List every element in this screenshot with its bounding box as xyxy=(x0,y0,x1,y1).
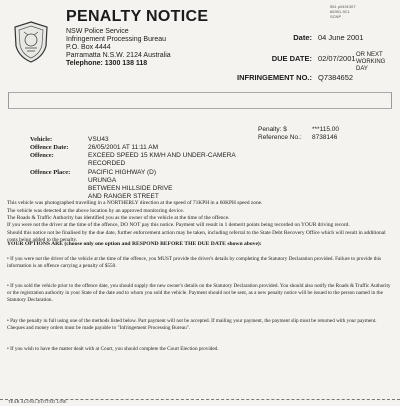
agency-address xyxy=(66,28,171,68)
offence-label: Offence: xyxy=(30,152,54,159)
infringement-value: Q7384652 xyxy=(318,73,354,82)
notice-paragraph-4: If you were not the driver at the time of the offence, DO NOT pay this notice. Payment will result in 1 demerit points being recorded on YOUR driving record. xyxy=(7,222,350,228)
page-title: PENALTY NOTICE xyxy=(66,8,209,25)
agency-po-box: P.O. Box 4444 xyxy=(66,44,111,51)
offence-date-label: Offence Date: xyxy=(30,144,69,151)
offence-value-line-1: EXCEED SPEED 15 KM/H AND UNDER-CAMERA xyxy=(88,152,236,159)
reference-value: 8738146 xyxy=(312,134,338,141)
due-date-value: 02/07/2001 xyxy=(318,54,356,63)
date-label: Date: xyxy=(293,33,312,42)
stamp-line-1: 551 p0491307 xyxy=(330,4,356,9)
agency-phone: Telephone: 1300 138 118 xyxy=(66,60,148,67)
notice-paragraph-1: This vehicle was photographed travelling in a NORTHERLY direction at the speed of 71KPH in a 60KPH speed zone. xyxy=(7,200,263,206)
notice-paragraph-3: The Roads & Traffic Authority has identified you as the owner of the vehicle at the time of the offence. xyxy=(7,215,230,221)
stamp-line-2: 66391-9C1 xyxy=(330,9,350,14)
nsw-police-crest-icon xyxy=(10,20,52,64)
vehicle-value: VSU43 xyxy=(88,136,109,143)
document-id-stamp xyxy=(330,4,392,19)
option-bullet-3: • Pay the penalty in full using one of the methods listed below. Part payment will not be accepted. If mailing your payment, the payment slip must be returned with your payment. Cheques and money orders must be made payable to "Infringement Processing Bureau". xyxy=(7,318,377,331)
offence-place-line-2: URUNGA xyxy=(88,177,117,184)
notice-paragraph-2: The vehicle was detected at the above location by an approved monitoring device. xyxy=(7,208,185,214)
option-bullet-1: • If you were not the driver of the vehicle at the time of the offence, you MUST provide the driver's details by completing the Statutory Declaration provided. Failure to provide this information is an offence carrying a penalty of $550. xyxy=(7,256,382,269)
penalty-label-text: Penalty: $ xyxy=(258,126,287,133)
agency-bureau: Infringement Processing Bureau xyxy=(66,36,166,43)
divider-right xyxy=(391,92,392,108)
divider-top xyxy=(8,92,392,93)
infringement-label: INFRINGEMENT NO.: xyxy=(237,73,312,82)
offence-place-label: Offence Place: xyxy=(30,169,71,176)
due-date-label: DUE DATE: xyxy=(271,54,312,63)
date-value: 04 June 2001 xyxy=(318,33,364,42)
divider-bottom xyxy=(8,108,392,109)
offence-value-line-2: RECORDED xyxy=(88,160,126,167)
offence-place-line-1: PACIFIC HIGHWAY (D) xyxy=(88,169,157,176)
stamp-line-3: SCNP xyxy=(330,14,342,19)
penalty-value: ***115.00 xyxy=(312,126,339,133)
option-bullet-2: • If you sold the vehicle prior to the offence date, you should supply the new owner's details on the Statutory Declaration provided. You should also notify the Roads & Traffic Authority or the registration authority in your State of the date and to whom you sold the vehicle. Payment should not be sent, as a new penalty notice will be issued to the person named in the Statutory Declaration. xyxy=(7,283,391,303)
offence-place-line-4: AND RANGER STREET xyxy=(88,193,159,200)
offence-date-value: 26/05/2001 AT 11:11 AM xyxy=(88,144,158,151)
offence-place-line-3: BETWEEN HILLSIDE DRIVE xyxy=(88,185,173,192)
tear-instruction: TEAR ALONG DOTTED LINE xyxy=(8,399,67,404)
options-heading: YOUR OPTIONS ARE (choose only one option and RESPOND BEFORE THE DUE DATE shown above): xyxy=(7,241,262,247)
divider-left xyxy=(8,92,9,108)
agency-name: NSW Police Service xyxy=(66,28,129,35)
due-date-note: OR NEXT WORKING DAY xyxy=(356,52,386,72)
penalty-label xyxy=(258,126,287,134)
agency-city: Parramatta N.S.W. 2124 Australia xyxy=(66,52,171,59)
option-bullet-4: • If you wish to have the matter dealt with at Court, you should complete the Court Election provided. xyxy=(7,346,219,352)
reference-label: Reference No.: xyxy=(258,134,302,141)
notice-paragraph-5: Should this notice not be finalised by the due date, further enforcement action may be taken, including referral to the State Debt Recovery Office which will result in additional costs being added to the penalty. xyxy=(7,230,386,243)
vehicle-label: Vehicle: xyxy=(30,136,53,143)
